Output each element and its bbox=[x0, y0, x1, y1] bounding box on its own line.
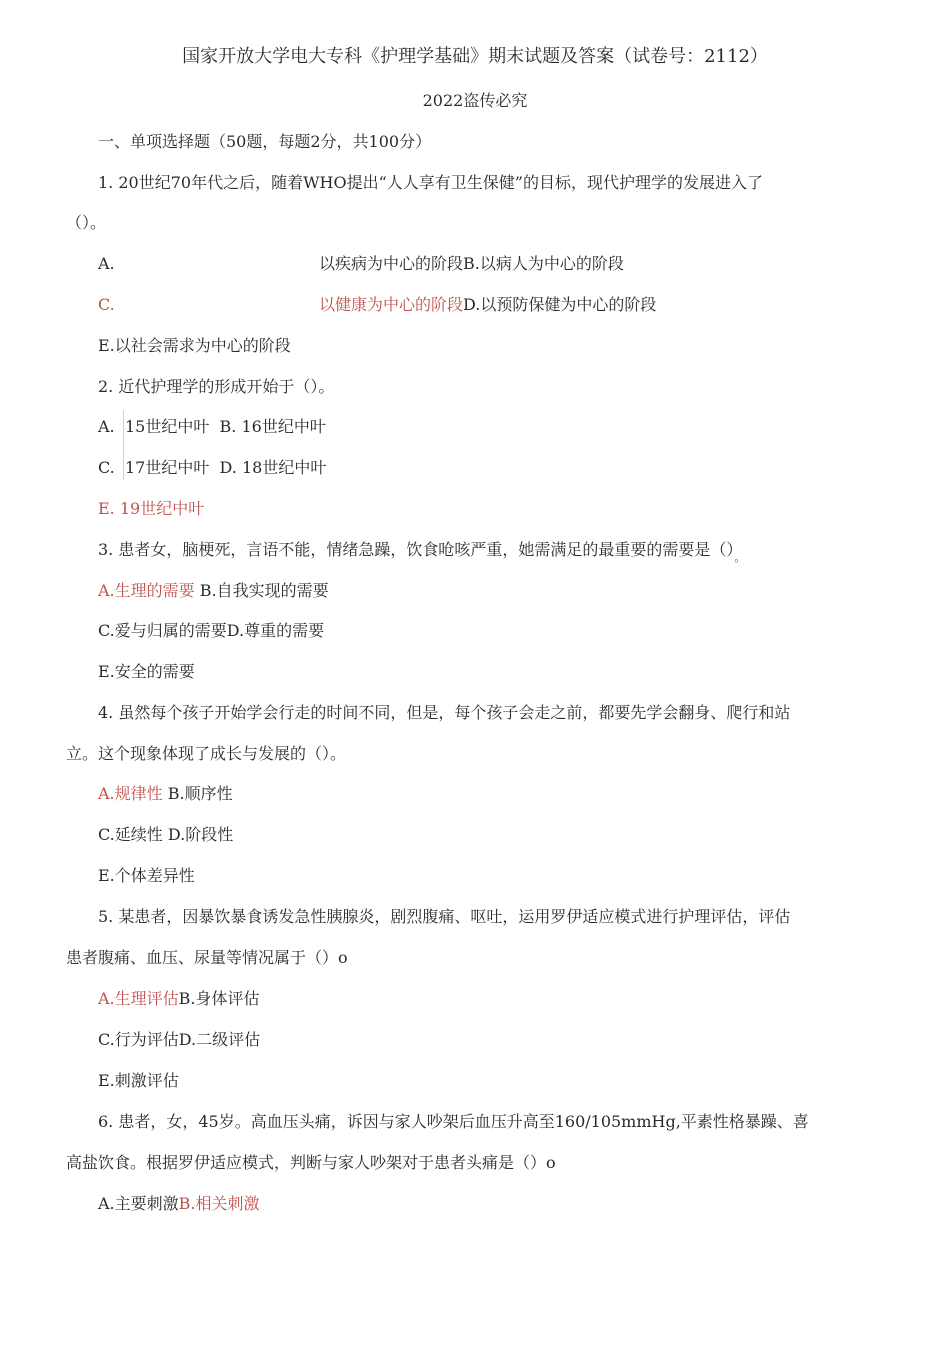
q6-option-b: B.相关刺激 bbox=[178, 1194, 260, 1213]
q6-option-a: A.主要刺激 bbox=[98, 1194, 179, 1213]
q1-option-e: E.以社会需求为中心的阶段 bbox=[98, 336, 291, 355]
q3-option-c: C.爱与归属的需要 bbox=[98, 621, 227, 640]
q3-option-c-d-row bbox=[98, 620, 324, 642]
q4-option-d: D.阶段性 bbox=[167, 825, 234, 844]
document-title: 国家开放大学电大专科《护理学基础》期末试题及答案（试卷号：2112） bbox=[182, 46, 768, 67]
q6-stem-line1: 6. 患者，女，45岁。高血压头痛，诉因与家人吵架后血压升高至160/105mmHg,平素性格暴躁、喜 bbox=[98, 1112, 809, 1131]
document-subtitle: 2022盗传必究 bbox=[422, 91, 528, 110]
section-heading: 一、单项选择题（50题，每题2分，共100分） bbox=[98, 132, 432, 151]
q2-option-a-letter: A. bbox=[98, 417, 115, 436]
q2-option-d: D. 18世纪中叶 bbox=[219, 458, 327, 477]
q4-stem-line1: 4. 虽然每个孩子开始学会行走的时间不同，但是，每个孩子会走之前，都要先学会翻身、爬行和站 bbox=[98, 703, 791, 722]
q5-option-a: A.生理评估 bbox=[98, 989, 179, 1008]
divider-line bbox=[123, 410, 124, 480]
q1-option-a-letter: A. bbox=[98, 254, 115, 273]
q3-option-d: D.尊重的需要 bbox=[226, 621, 325, 640]
q3-option-b: B.自我实现的需要 bbox=[199, 581, 329, 600]
q4-option-e: E.个体差异性 bbox=[98, 866, 195, 885]
q2-option-c-d-row bbox=[125, 457, 326, 479]
q2-option-c-letter: C. bbox=[98, 458, 115, 477]
q2-option-b: B. 16世纪中叶 bbox=[219, 417, 326, 436]
q5-option-a-b-row bbox=[98, 988, 260, 1010]
q1-option-c-letter: C. bbox=[98, 295, 115, 314]
q3-stem-mark: 。 bbox=[734, 551, 746, 564]
q1-stem-line1: 1. 20世纪70年代之后，随着WHO提出“人人享有卫生保健”的目标，现代护理学的发展进入了 bbox=[98, 173, 763, 192]
q2-option-e: E. 19世纪中叶 bbox=[98, 499, 205, 518]
q6-option-a-b-row bbox=[98, 1193, 260, 1215]
q5-option-b: B.身体评估 bbox=[178, 989, 260, 1008]
q1-option-a-text: 以疾病为中心的阶段 bbox=[319, 254, 464, 273]
q4-option-a: A.规律性 bbox=[98, 784, 163, 803]
q1-option-a-b-row bbox=[319, 253, 624, 275]
q1-option-b: B.以病人为中心的阶段 bbox=[463, 254, 624, 273]
q5-option-d: D.二级评估 bbox=[178, 1030, 261, 1049]
q4-option-b: B.顺序性 bbox=[167, 784, 233, 803]
q3-stem-row bbox=[98, 539, 745, 563]
q4-option-a-b-row bbox=[98, 783, 233, 805]
q5-option-c-d-row bbox=[98, 1029, 260, 1051]
q6-stem-line2: 高盐饮食。根据罗伊适应模式，判断与家人吵架对于患者头痛是（）o bbox=[66, 1153, 556, 1172]
q5-option-e: E.刺激评估 bbox=[98, 1071, 179, 1090]
q5-stem-line1: 5. 某患者，因暴饮暴食诱发急性胰腺炎，剧烈腹痛、呕吐，运用罗伊适应模式进行护理评估，评估 bbox=[98, 907, 791, 926]
q2-stem: 2. 近代护理学的形成开始于（）。 bbox=[98, 377, 335, 396]
q1-option-d: D.以预防保健为中心的阶段 bbox=[463, 295, 657, 314]
q5-stem-line2: 患者腹痛、血压、尿量等情况属于（）o bbox=[66, 948, 348, 967]
q4-stem-line2: 立。这个现象体现了成长与发展的（）。 bbox=[66, 744, 347, 763]
q1-option-c-d-row bbox=[319, 294, 656, 316]
q4-option-c: C.延续性 bbox=[98, 825, 163, 844]
q5-option-c: C.行为评估 bbox=[98, 1030, 179, 1049]
q2-option-c-text: 17世纪中叶 bbox=[125, 458, 210, 477]
q1-option-c-text: 以健康为中心的阶段 bbox=[319, 295, 464, 314]
q3-option-a-b-row bbox=[98, 580, 329, 602]
q2-option-a-b-row bbox=[125, 416, 326, 438]
q2-option-a-text: 15世纪中叶 bbox=[125, 417, 210, 436]
q3-option-a: A.生理的需要 bbox=[98, 581, 195, 600]
q4-option-c-d-row bbox=[98, 824, 233, 846]
q3-option-e: E.安全的需要 bbox=[98, 662, 195, 681]
q1-stem-line2: （）。 bbox=[66, 213, 107, 232]
q3-stem: 3. 患者女，脑梗死，言语不能，情绪急躁，饮食呛咳严重，她需满足的最重要的需要是（） bbox=[98, 540, 735, 559]
